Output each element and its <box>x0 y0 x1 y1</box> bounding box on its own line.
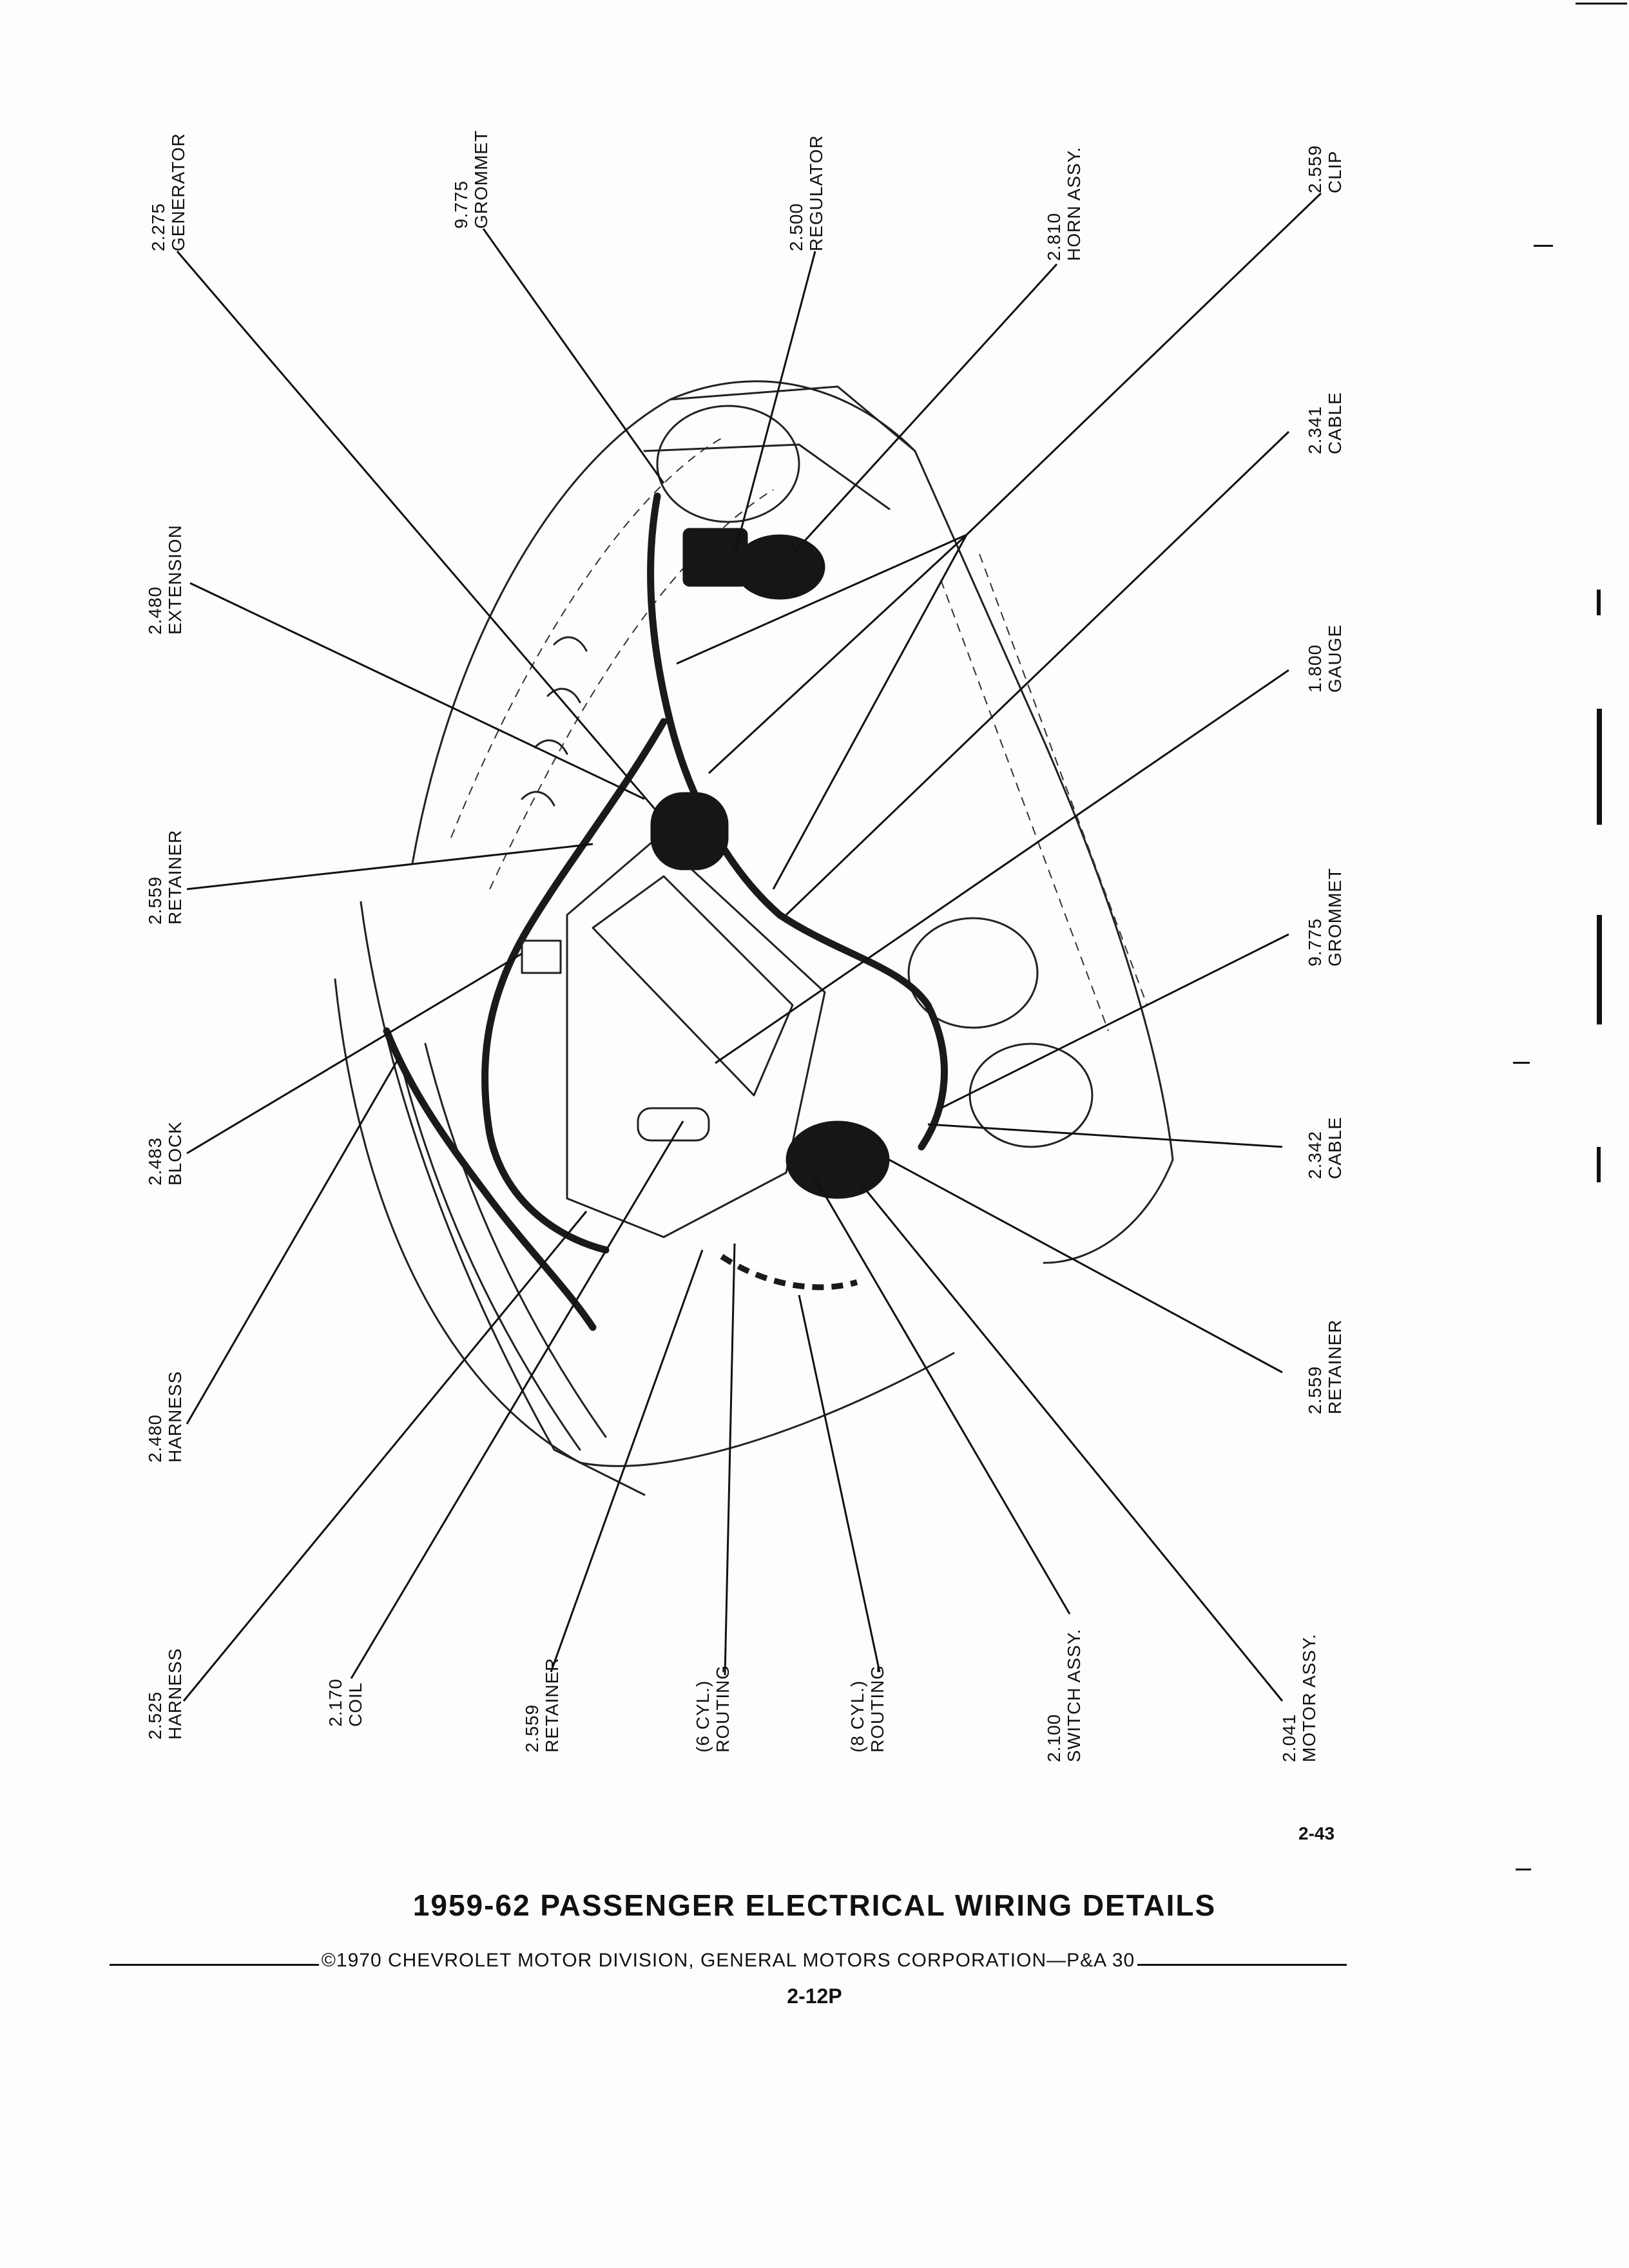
callout-extension: 2.480 EXTENSION <box>145 524 185 635</box>
page-title: 1959-62 PASSENGER ELECTRICAL WIRING DETAILS <box>412 1888 1217 1922</box>
callout-retainer-bottom: 2.559 RETAINER <box>522 1657 562 1753</box>
leader-gauge <box>715 670 1289 1063</box>
callout-regulator: 2.500 REGULATOR <box>786 135 826 251</box>
scan-mark <box>1576 3 1627 5</box>
leader-grommet-top <box>483 229 664 483</box>
callout-clip: 2.559 CLIP <box>1305 144 1345 193</box>
scan-mark <box>1513 1062 1530 1064</box>
callout-block: 2.483 BLOCK <box>145 1121 185 1186</box>
junction-block <box>522 941 561 973</box>
leader-block <box>187 954 522 1153</box>
scan-mark <box>1516 1869 1531 1870</box>
copyright-text: ©1970 CHEVROLET MOTOR DIVISION, GENERAL MOTORS CORPORATION—P&A 30 <box>321 1950 1135 1971</box>
scan-mark <box>1534 245 1553 247</box>
leader-routing-6 <box>725 1244 735 1675</box>
scan-mark <box>1597 590 1601 615</box>
callout-retainer-left: 2.559 RETAINER <box>145 829 185 925</box>
callout-cable-342: 2.342 CABLE <box>1305 1117 1345 1179</box>
callout-retainer-right: 2.559 RETAINER <box>1305 1319 1345 1414</box>
leader-harness-480 <box>187 1057 400 1424</box>
callout-coil: 2.170 COIL <box>325 1678 365 1727</box>
scan-mark <box>1597 1147 1601 1182</box>
callout-gauge: 1.800 GAUGE <box>1305 624 1345 693</box>
leader-routing-8 <box>799 1295 880 1672</box>
leader-grommet-right <box>941 934 1289 1108</box>
callout-grommet-top: 9.775 GROMMET <box>451 130 491 229</box>
radiator-support <box>644 387 915 509</box>
engine-compartment-illustration <box>335 381 1173 1495</box>
leader-cable-342 <box>928 1124 1282 1147</box>
copyright-rule-right <box>1137 1964 1347 1966</box>
scan-mark <box>1597 915 1602 1024</box>
scan-mark <box>1597 709 1602 825</box>
horn-body <box>735 535 825 599</box>
left-harness-wire <box>485 722 664 1250</box>
generator-body <box>651 793 728 870</box>
page-reference: 2-43 <box>1298 1823 1335 1843</box>
leader-generator <box>177 251 657 812</box>
leader-retainer-left <box>187 844 593 889</box>
section-number: 2-12P <box>787 1984 842 2008</box>
callout-generator: 2.275 GENERATOR <box>148 133 188 251</box>
callout-harness-525: 2.525 HARNESS <box>145 1648 185 1740</box>
starter-motor-body <box>786 1121 889 1198</box>
leader-harness-525 <box>184 1211 586 1701</box>
copyright-line <box>110 1945 1347 1977</box>
fender-outline <box>412 381 1173 1263</box>
callout-routing-6: (6 CYL.) ROUTING <box>693 1664 733 1753</box>
copyright-rule-left <box>110 1964 319 1966</box>
leader-retainer-right <box>889 1160 1282 1372</box>
leader-extension <box>190 583 644 799</box>
valve-cover <box>593 876 793 1095</box>
callout-switch: 2.100 SWITCH ASSY. <box>1044 1628 1084 1762</box>
leader-coil <box>351 1121 683 1678</box>
callout-harness-480: 2.480 HARNESS <box>145 1370 185 1463</box>
routing-wire-dashed <box>722 1256 857 1287</box>
callout-leader-lines <box>177 193 1321 1701</box>
callout-routing-8: (8 CYL.) ROUTING <box>847 1664 887 1753</box>
callout-cable-341: 2.341 CABLE <box>1305 392 1345 454</box>
fender-dashed <box>941 554 1147 1031</box>
headlamp-1 <box>657 406 799 522</box>
callout-horn: 2.810 HORN ASSY. <box>1044 146 1084 261</box>
frame-rail <box>400 1044 606 1450</box>
callout-motor: 2.041 MOTOR ASSY. <box>1279 1633 1319 1762</box>
leader-horn <box>793 264 1057 554</box>
engine-block <box>567 838 825 1237</box>
callout-grommet-right: 9.775 GROMMET <box>1305 867 1345 966</box>
